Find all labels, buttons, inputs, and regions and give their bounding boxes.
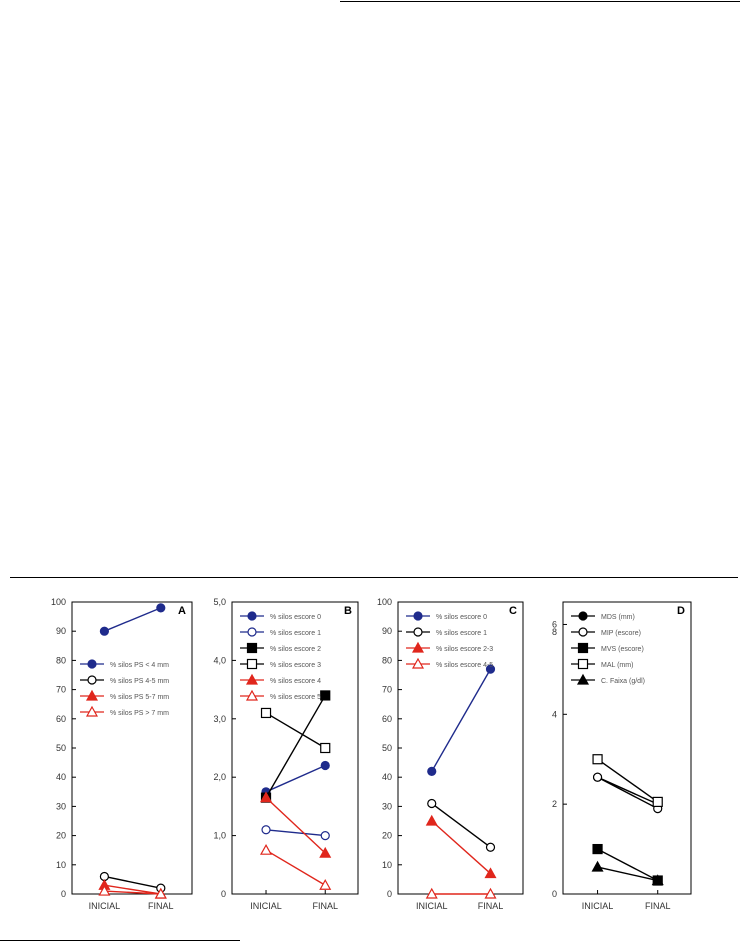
- legend-label: % silos escore 2-3: [436, 646, 494, 653]
- series-4: [99, 886, 165, 898]
- data-point: [593, 862, 603, 871]
- legend-label: C. Faixa (g/dl): [601, 678, 645, 685]
- legend-marker: [248, 612, 256, 620]
- legend-label: % silos escore 0: [436, 614, 487, 621]
- x-tick-label: FINAL: [477, 901, 504, 911]
- data-point: [320, 880, 330, 889]
- y-tick-label: 100: [50, 597, 66, 607]
- y-tick-label: 3,0: [213, 713, 226, 724]
- y-tick-label: 4,0: [213, 655, 226, 666]
- y-tick-label: 60: [55, 713, 66, 724]
- series-5: [261, 793, 330, 857]
- legend-label: % silos escore 3: [270, 662, 321, 669]
- x-tick-label: INICIAL: [415, 901, 448, 911]
- y-tick-label: 6: [551, 619, 557, 630]
- top-rule: [340, 1, 740, 2]
- panel-b: [213, 597, 358, 911]
- y-tick-label: 80: [381, 655, 392, 666]
- y-tick-label: 40: [55, 772, 66, 783]
- y-tick-label: 50: [381, 743, 392, 753]
- series-4: [427, 889, 496, 898]
- x-tick-label: FINAL: [148, 901, 174, 911]
- legend-label: MVS (escore): [601, 646, 644, 653]
- y-tick-label: 90: [381, 626, 392, 637]
- panel-letter: C: [509, 605, 517, 617]
- y-tick-label: 20: [55, 830, 66, 841]
- series-2: [428, 799, 495, 851]
- series-line: [432, 803, 491, 847]
- series-line: [432, 669, 491, 771]
- legend: [80, 660, 169, 717]
- data-point: [321, 832, 329, 840]
- panel-letter: A: [178, 605, 186, 617]
- legend-marker: [579, 612, 587, 620]
- plot-frame: [72, 602, 192, 894]
- y-tick-label: 30: [55, 801, 66, 812]
- series-6: [261, 845, 330, 889]
- footnote-rule: [0, 940, 240, 941]
- legend-marker: [248, 628, 256, 636]
- data-point: [428, 799, 436, 807]
- legend-marker: [248, 644, 257, 653]
- series-2: [262, 826, 329, 840]
- legend-marker: [88, 660, 96, 668]
- series-line: [266, 798, 325, 853]
- y-tick-label: 70: [55, 684, 66, 695]
- legend-label: % silos escore 1: [436, 630, 487, 637]
- series-line: [104, 608, 160, 631]
- y-tick-label: 50: [55, 743, 66, 753]
- y-tick-label: 0: [551, 889, 557, 899]
- series-1: [428, 665, 495, 775]
- legend-marker: [579, 628, 587, 636]
- legend-label: % silos escore 0: [270, 614, 321, 621]
- panel-letter: B: [344, 605, 352, 617]
- series-3: [262, 691, 330, 802]
- series-1: [594, 773, 662, 808]
- series-line: [266, 850, 325, 885]
- legend-marker: [579, 660, 588, 669]
- series-line: [266, 695, 325, 797]
- data-point: [593, 845, 602, 854]
- series-line: [432, 821, 491, 874]
- y-tick-label: 1,0: [213, 830, 226, 841]
- series-line: [266, 830, 325, 836]
- y-tick-label: 20: [381, 830, 392, 841]
- data-point: [653, 797, 662, 806]
- legend-marker: [579, 644, 588, 653]
- legend: [571, 612, 645, 685]
- panel-a: [51, 597, 192, 911]
- y-tick-label: 100: [376, 597, 392, 607]
- legend: [240, 612, 321, 701]
- series-1: [262, 762, 329, 796]
- y-tick-label: 4: [551, 709, 557, 720]
- y-tick-label: 10: [55, 859, 66, 870]
- series-line: [598, 777, 658, 808]
- y-tick-label: 40: [381, 772, 392, 783]
- y-tick-label: 0: [220, 889, 226, 899]
- legend-label: % silos PS 4-5 mm: [110, 678, 170, 685]
- data-point: [262, 826, 270, 834]
- y-tick-label: 0: [60, 889, 66, 899]
- y-tick-label: 10: [381, 859, 392, 870]
- panel-c: [377, 597, 523, 911]
- panel-d: [552, 602, 691, 911]
- legend-label: % silos escore 4: [270, 678, 321, 685]
- series-2: [594, 773, 662, 812]
- legend-marker: [88, 676, 96, 684]
- y-tick-label: 2,0: [213, 772, 226, 783]
- data-point: [321, 762, 329, 770]
- data-point: [594, 773, 602, 781]
- y-tick-label: 0: [386, 889, 392, 899]
- series-line: [598, 849, 658, 880]
- x-tick-label: FINAL: [312, 901, 338, 911]
- x-tick-label: INICIAL: [250, 901, 282, 911]
- legend-label: MDS (mm): [601, 614, 635, 621]
- y-tick-label: 60: [381, 713, 392, 724]
- data-point: [157, 604, 165, 612]
- data-point: [100, 627, 108, 635]
- y-tick-label: 90: [55, 626, 66, 637]
- y-tick-label: 80: [55, 655, 66, 666]
- legend-label: MAL (mm): [601, 662, 634, 669]
- series-line: [266, 713, 325, 748]
- series-1: [100, 604, 164, 635]
- x-tick-label: FINAL: [644, 901, 671, 911]
- figure-panels: [0, 590, 740, 920]
- y-tick-label: 5,0: [213, 597, 226, 607]
- data-point: [487, 843, 495, 851]
- data-point: [262, 708, 271, 717]
- series-line: [266, 766, 325, 792]
- legend-label: % silos escore 5: [270, 694, 321, 701]
- legend: [406, 612, 493, 669]
- data-point: [593, 755, 602, 764]
- series-line: [598, 867, 658, 880]
- data-point: [427, 816, 437, 825]
- legend-label: % silos PS > 7 mm: [110, 710, 169, 717]
- data-point: [428, 767, 436, 775]
- panel-letter: D: [677, 605, 685, 617]
- y-tick-label: 2: [551, 799, 557, 810]
- data-point: [261, 845, 271, 854]
- legend-label: % silos PS 5-7 mm: [110, 694, 170, 701]
- data-point: [321, 744, 330, 753]
- legend-label: % silos PS < 4 mm: [110, 662, 169, 669]
- y-tick-label: 8: [551, 627, 557, 637]
- data-point: [321, 691, 330, 700]
- x-tick-label: INICIAL: [88, 901, 121, 911]
- y-tick-label: 30: [381, 801, 392, 812]
- legend-marker: [414, 612, 422, 620]
- legend-label: % silos escore 1: [270, 630, 321, 637]
- x-tick-label: INICIAL: [581, 901, 614, 911]
- legend-label: MIP (escore): [601, 630, 641, 637]
- legend-marker: [414, 628, 422, 636]
- y-tick-label: 70: [381, 684, 392, 695]
- legend-label: % silos escore 4-5: [436, 662, 494, 669]
- legend-marker: [248, 660, 257, 669]
- separator-rule: [10, 577, 738, 578]
- legend-label: % silos escore 2: [270, 646, 321, 653]
